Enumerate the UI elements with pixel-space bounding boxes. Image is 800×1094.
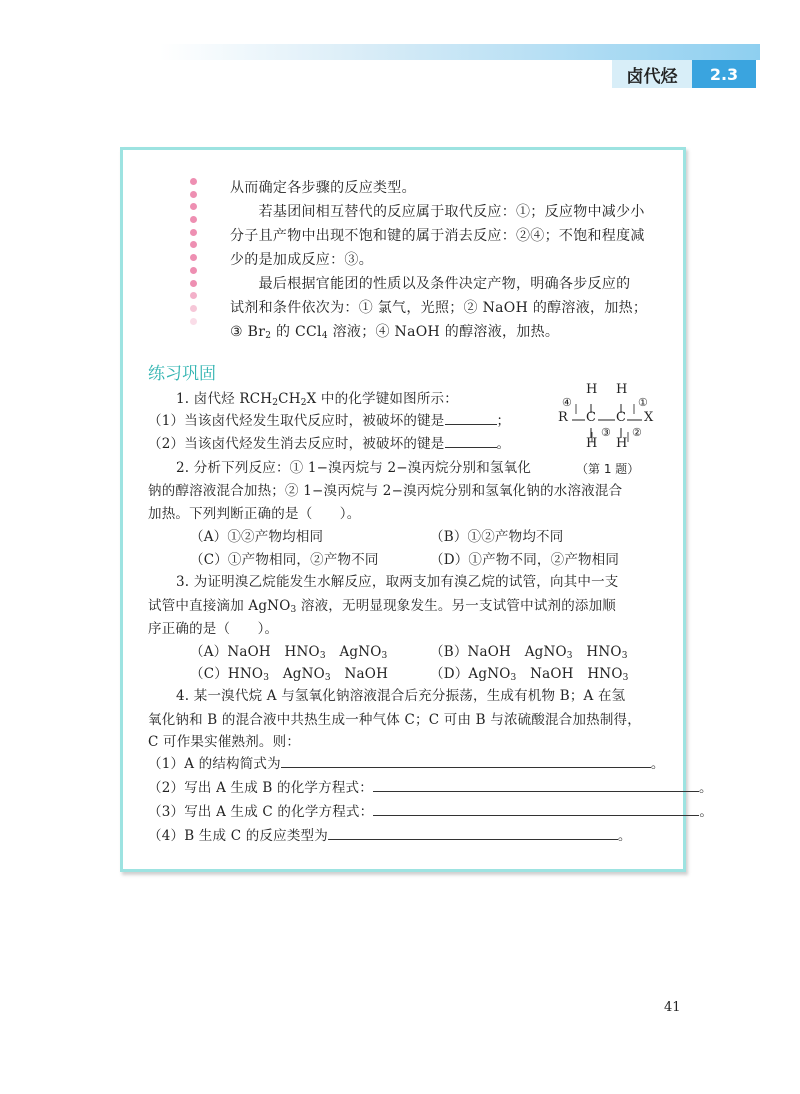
paragraph-line: 最后根据官能团的性质以及条件决定产物，明确各步反应的 [230,276,631,292]
q4-sub4-end: 。 [617,828,632,844]
q2-option-d[interactable]: （D）①产物不同，②产物相同 [430,552,620,568]
q2-line: 加热。下列判断正确的是（ ）。 [148,506,361,522]
answer-blank[interactable] [373,777,699,792]
paragraph-line: ③ $Br_2$ 的 CCl$_4$ 溶液；④ NaOH 的醇溶液，加热。 [230,324,560,341]
q3-line: 序正确的是（ ）。 [148,621,279,637]
summary-paragraph [230,176,647,348]
q4-line: 氧化钠和 B 的混合液中共热生成一种气体 C；C 可由 B 与浓硫酸混合加热制得， [148,712,641,728]
bond-marker: ④ [562,396,572,409]
answer-blank[interactable] [328,825,618,840]
answer-blank[interactable] [445,433,497,448]
paragraph-line: 若基团间相互替代的反应属于取代反应：①；反应物中减少小 [230,204,645,220]
paragraph-line: 分子且产物中出现不饱和键的属于消去反应：②④；不饱和程度减 [230,228,645,244]
section-heading: 练习巩固 [148,364,216,384]
atom-h: H [586,382,598,397]
q4-sub1: （1）A 的结构简式为 。 [148,752,665,778]
answer-blank[interactable] [445,410,497,425]
q1-stem: 1. 卤代烃 $RCH_2CH_2X$ 中的化学键如图所示： [176,391,458,408]
q2-option-a[interactable]: （A）①②产物均相同 [190,529,324,545]
atom-h: H [616,436,628,451]
q2-option-b[interactable]: （B）①②产物均不同 [430,529,564,545]
answer-blank[interactable] [281,753,651,768]
q4-sub3: （3）写出 A 生成 C 的化学方程式： 。 [148,800,713,826]
page-number: 41 [664,1000,681,1015]
q4-sub2: （2）写出 A 生成 B 的化学方程式： 。 [148,776,713,802]
atom-c: C [616,410,626,425]
q4-sub4 [148,824,632,850]
q3-option-a[interactable]: （A）NaOH $HNO_3$ AgNO$_3$ [190,644,388,661]
header-gradient-band [160,44,760,60]
figure-caption: （第 1 题） [576,462,640,476]
q3-option-b[interactable]: （B）NaOH AgNO$_3$ $HNO_3$ [430,644,628,661]
bond-marker: ② [632,426,642,439]
decorative-dots [190,178,202,330]
q4-line: C 可作果实催熟剂。则： [148,734,301,750]
q1-sub1: （1）当该卤代烃发生取代反应时，被破坏的键是 ； [148,409,510,435]
bond-marker: ③ [601,426,611,439]
atom-x: X [644,410,654,425]
atom-c: C [586,410,596,425]
chapter-number: 2.3 [692,60,756,88]
q1-sub2: （2）当该卤代烃发生消去反应时，被破坏的键是 。 [148,432,510,458]
atom-r: R [558,410,568,425]
paragraph-line: 试剂和条件依次为：① 氯气，光照；② NaOH 的醇溶液，加热； [230,300,648,316]
atom-h: H [616,382,628,397]
paragraph-line: 从而确定各步骤的反应类型。 [230,180,416,196]
q4-line: 4. 某一溴代烷 A 与氢氧化钠溶液混合后充分振荡，生成有机物 B；A 在氢 [176,688,626,704]
q3-option-d[interactable]: （D）AgNO$_3$ NaOH $HNO_3$ [430,666,629,683]
q2-line: 钠的醇溶液混合加热；② 1−溴丙烷与 2−溴丙烷分别和氢氧化钠的水溶液混合 [148,483,623,499]
q2-line: 2. 分析下列反应：① 1−溴丙烷与 2−溴丙烷分别和氢氧化 [176,460,532,476]
q2-option-c[interactable]: （C）①产物相同，②产物不同 [190,552,379,568]
q3-option-c[interactable]: $(C)HNO_3$ AgNO$_3$ NaOH [190,666,389,683]
q3-line: 试管中直接滴加 AgNO$_3$ 溶液，无明显现象发生。另一支试管中试剂的添加顺 [148,598,616,615]
chapter-title: 卤代烃 [612,60,692,88]
answer-blank[interactable] [373,801,699,816]
q4-sub4-label: （4）B 生成 C 的反应类型为 [148,828,328,844]
paragraph-line: 少的是加成反应：③。 [230,252,373,268]
q3-line: 3. 为证明溴乙烷能发生水解反应，取两支加有溴乙烷的试管，向其中一支 [176,574,619,590]
bond-marker: ① [638,396,648,409]
atom-h: H [586,436,598,451]
